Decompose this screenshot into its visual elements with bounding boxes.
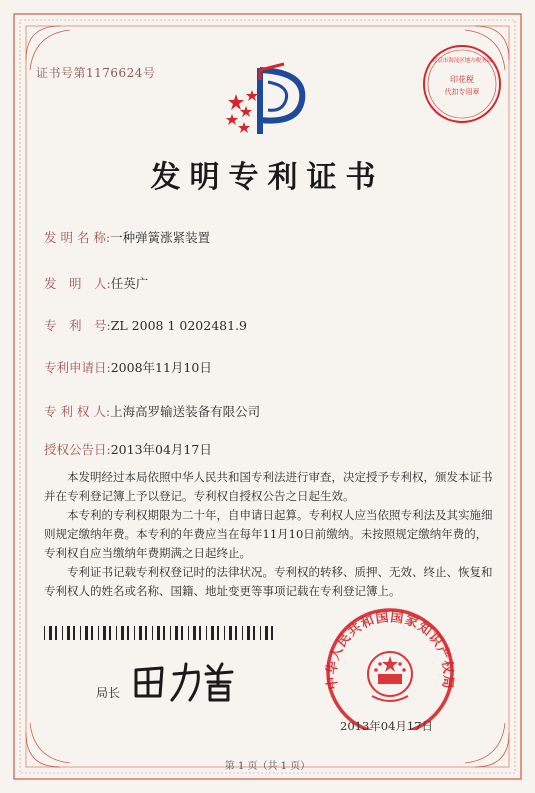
tax-stamp-line: 印花税 bbox=[450, 75, 474, 84]
certificate-number: 证书号第1176624号 bbox=[36, 66, 156, 80]
field-value: ZL 2008 1 0202481.9 bbox=[110, 318, 247, 333]
field-label: 发 明 名 称: bbox=[44, 230, 111, 245]
tax-stamp-line: 北京市海淀区地方税务局 bbox=[431, 58, 493, 64]
field-value: 任英广 bbox=[110, 276, 149, 291]
field-label: 专利申请日: bbox=[44, 360, 111, 375]
field-value: 2008年11月10日 bbox=[110, 360, 212, 375]
body-paragraph: 本发明经过本局依照中华人民共和国专利法进行审查，决定授予专利权，颁发本证书并在专利登记簿上予以登记。专利权自授权公告之日起生效。 bbox=[44, 470, 493, 503]
field-inventor bbox=[44, 274, 148, 292]
director-label: 局长 bbox=[96, 686, 121, 700]
tax-stamp-line: 代扣专用章 bbox=[444, 88, 480, 96]
page-number: 第 1 页（共 1 页） bbox=[224, 761, 311, 772]
field-label: 授权公告日: bbox=[44, 442, 111, 457]
field-value: 一种弹簧涨紧装置 bbox=[110, 230, 211, 245]
field-label: 专 利 权 人: bbox=[44, 404, 111, 419]
field-value: 2013年04月17日 bbox=[110, 442, 212, 457]
field-label: 专 利 号: bbox=[44, 318, 111, 333]
certificate-body bbox=[44, 468, 494, 601]
seal-text: 中华人民共和国国家知识产权局 bbox=[324, 610, 456, 691]
director-signature-icon bbox=[128, 656, 248, 706]
official-seal-icon bbox=[310, 600, 470, 730]
body-paragraph: 专利证书记载专利权登记时的法律状况。专利权的转移、质押、无效、终止、恢复和专利权人的姓名或名称、国籍、地址变更等事项记载在专利登记簿上。 bbox=[44, 565, 493, 598]
field-patentee bbox=[44, 402, 260, 420]
field-invention-name bbox=[44, 228, 210, 246]
field-patent-number bbox=[44, 316, 247, 334]
field-label: 发 明 人: bbox=[44, 276, 111, 291]
field-grant-date bbox=[44, 440, 212, 458]
field-value: 上海高罗输送装备有限公司 bbox=[110, 404, 261, 419]
seal-date: 2013年04月17日 bbox=[340, 719, 434, 733]
field-application-date bbox=[44, 358, 212, 376]
patent-office-logo-icon bbox=[222, 60, 314, 140]
body-paragraph: 本专利的专利权期限为二十年，自申请日起算。专利权人应当依照专利法及其实施细则规定缴纳年费。本专利的年费应当在每年11月10日前缴纳。未按照规定缴纳年费的，专利权自应当缴纳年费期满之日起终止。 bbox=[44, 508, 493, 560]
barcode-icon bbox=[44, 626, 274, 640]
tax-stamp-icon bbox=[420, 42, 504, 126]
page-title: 发明专利证书 bbox=[150, 160, 385, 195]
